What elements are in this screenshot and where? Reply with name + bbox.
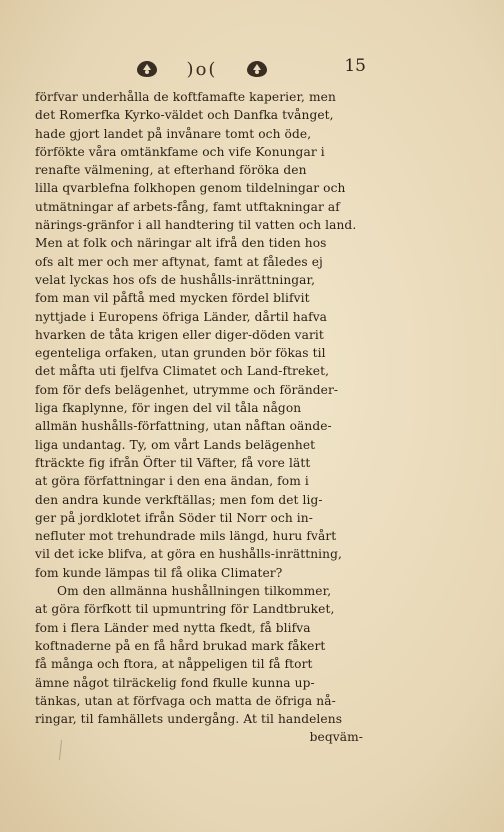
- text-line: at göra författningar i den ena ändan, fom i: [35, 474, 309, 489]
- text-line: förfvar underhålla de koftfamafte kaperier, men: [35, 90, 336, 104]
- text-line: allmän hushålls-författning, utan nåftan oände-: [35, 419, 332, 434]
- text-line: liga undantag. Ty, om vårt Lands belägenhet: [35, 437, 316, 452]
- paragraph-start-line: Om den allmänna hushållningen tilkommer,: [57, 584, 332, 599]
- text-line: hvarken de tåta krigen eller diger-döden varit: [35, 327, 324, 342]
- body-text: [35, 88, 365, 747]
- text-line: fom för defs belägenhet, utrymme och föränder-: [35, 382, 339, 397]
- text-line: velat lyckas hos ofs de hushålls-inrättningar,: [35, 272, 316, 287]
- text-line: fom kunde lämpas til få olika Climater?: [35, 565, 283, 580]
- text-line: fträckte fig ifrån Öfter til Väfter, få vore lätt: [35, 455, 311, 470]
- text-line: ämne något tilräckelig fond fkulle kunna up-: [35, 675, 315, 690]
- text-line: närings-gränfor i all handtering til vatten och land.: [35, 218, 357, 233]
- text-line: Men at folk och näringar alt ifrå den tiden hos: [35, 236, 327, 251]
- text-line: det måfta uti fjelfva Climatet och Land-ftreket,: [35, 364, 330, 379]
- text-line: ofs alt mer och mer aftynat, famt at fåledes ej: [35, 254, 323, 269]
- text-line: egenteliga orfaken, utan grunden bör fökas til: [35, 346, 326, 361]
- text-line: tänkas, utan at förfvaga och matta de öfriga nå-: [35, 693, 336, 708]
- text-line: det Romerfka Kyrko-väldet och Danfka tvånget,: [35, 108, 334, 123]
- text-line: liga fkaplynne, för ingen del vil tåla någon: [35, 401, 302, 416]
- text-line: lilla qvarblefna folkhopen genom tildelningar och: [35, 181, 346, 196]
- text-line: at göra förfkott til upmuntring för Landtbruket,: [35, 602, 335, 617]
- text-line: nefluter mot trehundrade mils längd, huru fvårt: [35, 529, 337, 544]
- left-fleuron-icon: [134, 59, 160, 79]
- text-line: fom man vil påftå med mycken fördel blifvit: [35, 291, 310, 306]
- text-line: renafte välmening, at efterhand föröka den: [35, 163, 307, 178]
- text-line: ringar, til famhällets undergång. At til handelens: [35, 712, 343, 727]
- text-line: förfökte våra omtänkfame och vife Konungar i: [35, 144, 325, 159]
- text-line: koftnaderne på en få hård brukad mark fåkert: [35, 638, 326, 653]
- text-line: vil det icke blifva, at göra en hushålls-inrättning,: [35, 547, 342, 562]
- text-line: den andra kunde verkftällas; men fom det lig-: [35, 492, 323, 507]
- right-fleuron-icon: [244, 59, 270, 79]
- text-line: fom i flera Länder med nytta fkedt, få blifva: [35, 620, 311, 635]
- page-number: 15: [344, 56, 366, 76]
- fleuron-ornament-icon: [134, 58, 270, 80]
- page-header: [0, 52, 504, 82]
- text-line: hade gjort landet på invånare tomt och öde,: [35, 126, 312, 141]
- text-line: få många och ftora, at nåppeligen til få ftort: [35, 657, 313, 672]
- catchword: beqväm-: [309, 730, 363, 745]
- center-ornament-icon: )o(: [186, 58, 218, 80]
- text-line: utmätningar af arbets-fång, famt utftakningar af: [35, 199, 340, 214]
- text-line: ger på jordklotet ifrån Söder til Norr och in-: [35, 510, 313, 525]
- text-line: nyttjade i Europens öfriga Länder, dårtil hafva: [35, 309, 328, 324]
